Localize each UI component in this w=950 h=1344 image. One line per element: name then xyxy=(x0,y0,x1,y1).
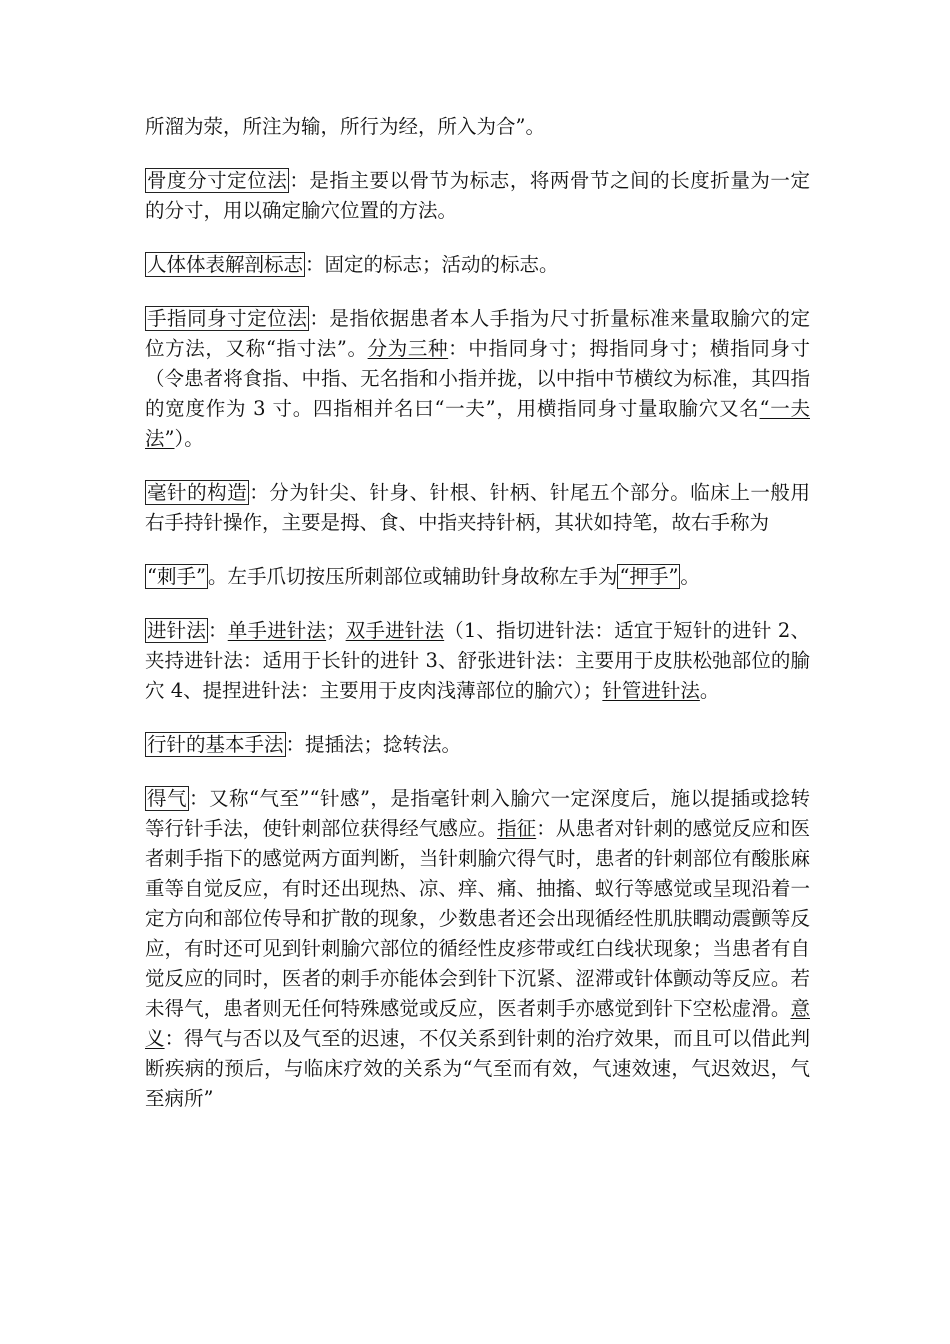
underlined-significance: 意义 xyxy=(145,997,810,1050)
paragraph-text: ：分为针尖、针身、针根、针柄、针尾五个部分。临床上一般用右手持针操作，主要是拇、食、中指夹持针柄，其状如持笔，故右手称为 xyxy=(145,481,810,534)
underlined-indications: 指征 xyxy=(497,817,537,840)
underlined-single-hand: 单手进针法 xyxy=(227,619,327,642)
underlined-double-hand: 双手进针法 xyxy=(345,619,445,642)
term-pressing-hand: “押手” xyxy=(619,565,679,588)
paragraph-text: ）。 xyxy=(174,427,204,450)
paragraph-text: 。 xyxy=(699,679,720,702)
paragraph-text: 所溜为荥，所注为输，所行为经，所入为合”。 xyxy=(145,115,545,138)
paragraph-anatomical-landmarks xyxy=(145,250,810,280)
paragraph-text: ：又称“气至”“针感”，是指毫针刺入腧穴一定深度后，施以提插或捻转等行针手法，使针刺部位获得经气感应。 xyxy=(145,787,810,840)
term-deqi: 得气 xyxy=(147,787,188,810)
paragraph-text: 。 xyxy=(680,565,700,588)
paragraph-bone-proportional xyxy=(145,166,810,226)
paragraph-text: 。左手爪切按压所刺部位或辅助针身故称左手为 xyxy=(207,565,618,588)
term-basic-manipulation: 行针的基本手法 xyxy=(147,733,284,756)
paragraph-text: ：固定的标志；活动的标志。 xyxy=(305,253,559,276)
paragraph-text: ：是指依据患者本人手指为尺寸折量标准来量取腧穴的定位方法，又称“指寸法”。 xyxy=(145,307,810,360)
term-needle-structure: 毫针的构造 xyxy=(147,481,248,504)
paragraph-text: ：是指主要以骨节为标志，将两骨节之间的长度折量为一定的分寸，用以确定腧穴位置的方法。 xyxy=(145,169,810,222)
underlined-three-types: 分为三种 xyxy=(367,337,449,360)
paragraph-basic-manipulation xyxy=(145,730,810,760)
term-bone-proportional: 骨度分寸定位法 xyxy=(147,169,288,192)
underlined-yifu-method: “一夫法” xyxy=(145,397,810,450)
paragraph-text: （1、指切进针法：适宜于短针的进针 2、夹持进针法：适用于长针的进针 3、舒张进针法：主要用于皮肤松弛部位的腧穴 4、提捏进针法：主要用于皮肉浅薄部位的腧穴）； xyxy=(145,619,810,702)
term-finger-cun: 手指同身寸定位法 xyxy=(147,307,308,330)
term-anatomical-landmarks: 人体体表解剖标志 xyxy=(147,253,304,276)
term-puncturing-hand: “刺手” xyxy=(147,565,206,588)
paragraph-text: ； xyxy=(326,619,346,642)
paragraph-needle-structure xyxy=(145,478,810,538)
page-body xyxy=(145,112,810,1138)
paragraph-ying-shu xyxy=(145,112,810,142)
paragraph-text: ：中指同身寸；拇指同身寸；横指同身寸（令患者将食指、中指、无名指和小指并拢，以中指中节横纹为标准，其四指的宽度作为 3 寸。四指相并名曰“一夫”，用横指同身寸量取腧穴又名 xyxy=(145,337,810,420)
paragraph-text: ：提插法；捻转法。 xyxy=(285,733,462,756)
paragraph-text: ： xyxy=(208,619,228,642)
paragraph-text: ：从患者对针刺的感觉反应和医者刺手指下的感觉两方面判断，当针刺腧穴得气时，患者的针刺部位有酸胀麻重等自觉反应，有时还出现热、凉、痒、痛、抽搐、蚁行等感觉或呈现沿着一定方向和部位传导和扩散的现象，少数患者还会出现循经性肌肤瞤动震颤等反应，有时还可见到针刺腧穴部位的循经性皮疹带或红白线状现象；当患者有自觉反应的同时，医者的刺手亦能体会到针下沉紧、涩滞或针体颤动等反应。若未得气，患者则无任何特殊感觉或反应，医者刺手亦感觉到针下空松虚滑。 xyxy=(145,817,810,1020)
paragraph-finger-cun xyxy=(145,304,810,454)
term-insertion-methods: 进针法 xyxy=(147,619,207,642)
paragraph-hands xyxy=(145,562,810,592)
underlined-tube-insertion: 针管进针法 xyxy=(602,679,700,702)
paragraph-insertion-methods xyxy=(145,616,810,706)
paragraph-text: ：得气与否以及气至的迟速，不仅关系到针刺的治疗效果，而且可以借此判断疾病的预后，与临床疗效的关系为“气至而有效，气速效速，气迟效迟，气至病所” xyxy=(145,1027,810,1110)
paragraph-deqi xyxy=(145,784,810,1114)
